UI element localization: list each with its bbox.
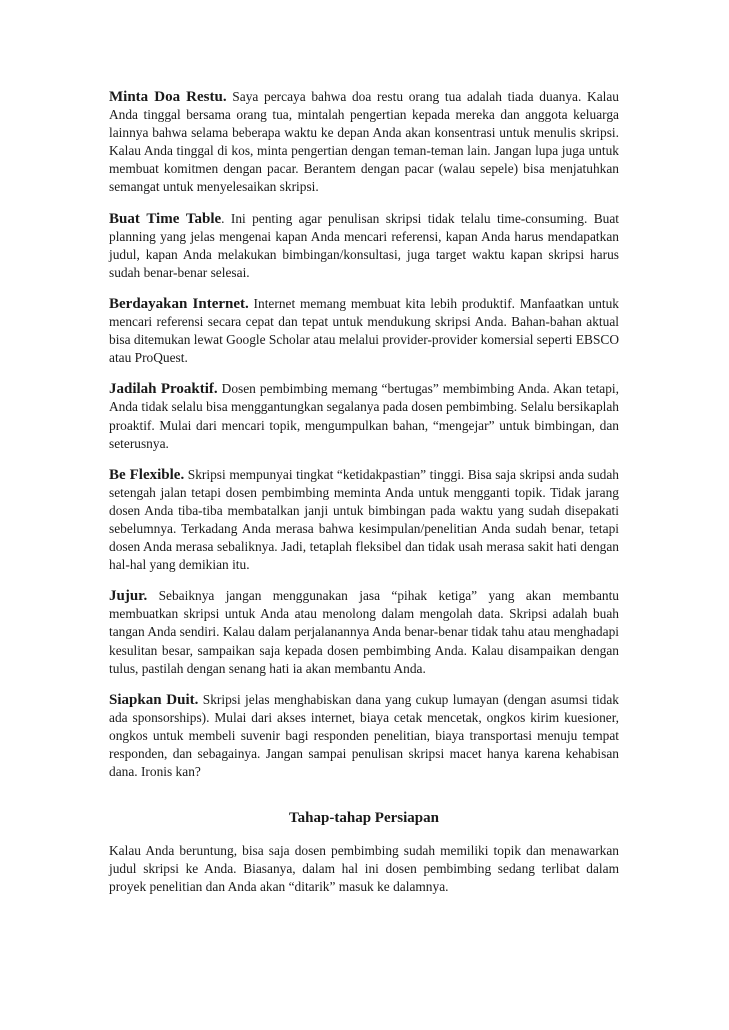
paragraph-lead: Minta Doa Restu.	[109, 89, 227, 105]
paragraph-minta-doa-restu	[109, 88, 619, 197]
paragraph-berdayakan-internet	[109, 295, 619, 367]
paragraph-text: Internet memang membuat kita lebih produktif. Manfaatkan untuk mencari referensi secara cepat dan tepat untuk mendukung skripsi Anda. Bahan-bahan aktual bisa ditemukan lewat Google Scholar atau melalui provider-provider komersial seperti EBSCO atau ProQuest.	[109, 295, 619, 366]
paragraph-lead: Be Flexible.	[109, 466, 185, 483]
paragraph-lead: Buat Time Table	[109, 210, 222, 227]
paragraph-text: Dosen pembimbing memang “bertugas” membimbing Anda. Akan tetapi, Anda tidak selalu bisa menggantungkan segalanya pada dosen pembimbing. Selalu bersikaplah proaktif. Mulai dari mencari topik, mengumpulkan bahan, “mengejar” untuk bimbingan, dan seterusnya.	[109, 381, 619, 451]
paragraph-jujur	[109, 587, 619, 677]
paragraph-buat-time-table	[109, 210, 619, 282]
paragraph-lead: Jujur.	[109, 588, 148, 605]
document-page	[109, 88, 619, 910]
paragraph-text: Skripsi mempunyai tingkat “ketidakpastian” tinggi. Bisa saja skripsi anda sudah setengah jalan tetapi dosen pembimbing meminta Anda untuk mengganti topik. Tidak jarang dosen Anda tiba-tiba membatalkan janji untuk bimbingan pada waktu yang sudah disepakati sebelumnya. Terkadang Anda merasa bahwa kesimpulan/penelitian Anda sudah benar, tetapi dosen Anda merasa sebaliknya. Jadi, tetaplah fleksibel dan tidak usah merasa sakit hati dengan hal-hal yang demikian itu.	[109, 466, 619, 573]
paragraph-text: Skripsi jelas menghabiskan dana yang cukup lumayan (dengan asumsi tidak ada sponsorships). Mulai dari akses internet, biaya cetak mencetak, ongkos kirim kuesioner, ongkos untuk membeli suvenir bagi responden penelitian, biaya transportasi menuju tempat responden, dan sebagainya. Jangan sampai penulisan skripsi macet hanya karena kehabisan dana. Ironis kan?	[109, 691, 619, 780]
paragraph-be-flexible	[109, 466, 619, 575]
closing-paragraph: Kalau Anda beruntung, bisa saja dosen pembimbing sudah memiliki topik dan menawarkan judul skripsi ke Anda. Biasanya, dalam hal ini dosen pembimbing sedang terlibat dalam proyek penelitian dan Anda akan “ditarik” masuk ke dalamnya.	[109, 843, 619, 895]
paragraph-text: Sebaiknya jangan menggunakan jasa “pihak ketiga” yang akan membantu membuatkan skripsi untuk Anda atau menolong dalam mengolah data. Skripsi adalah buah tangan Anda sendiri. Kalau dalam perjalanannya Anda benar-benar tidak tahu atau menghadapi kesulitan besar, sampaikan saja kepada dosen pembimbing Anda. Kalau disampaikan dengan tulus, pastilah dengan senang hati ia akan membantu Anda.	[109, 588, 619, 676]
paragraph-lead: Jadilah Proaktif.	[109, 381, 218, 398]
paragraph-siapkan-duit	[109, 691, 619, 781]
paragraph-text: . Ini penting agar penulisan skripsi tidak telalu time-consuming. Buat planning yang jelas mengenai kapan Anda mencari referensi, kapan Anda harus mendapatkan judul, kapan Anda melakukan bimbingan/konsultasi, juga target waktu kapan skripsi harus sudah benar-benar selesai.	[109, 210, 619, 280]
section-heading: Tahap-tahap Persiapan	[289, 810, 439, 827]
paragraph-lead: Berdayakan Internet.	[109, 295, 249, 312]
paragraph-jadilah-proaktif	[109, 380, 619, 452]
paragraph-lead: Siapkan Duit.	[109, 691, 199, 708]
paragraph-text: Saya percaya bahwa doa restu orang tua adalah tiada duanya. Kalau Anda tinggal bersama orang tua, mintalah pengertian kepada mereka dan anggota keluarga lainnya bahwa selama beberapa waktu ke depan Anda akan konsentrasi untuk menulis skripsi. Kalau Anda tinggal di kos, minta pengertian dengan teman-teman lain. Jangan lupa juga untuk membuat komitmen dengan pacar. Berantem dengan pacar (walau sepele) bisa menjatuhkan semangat untuk menyelesaikan skripsi.	[109, 89, 619, 195]
